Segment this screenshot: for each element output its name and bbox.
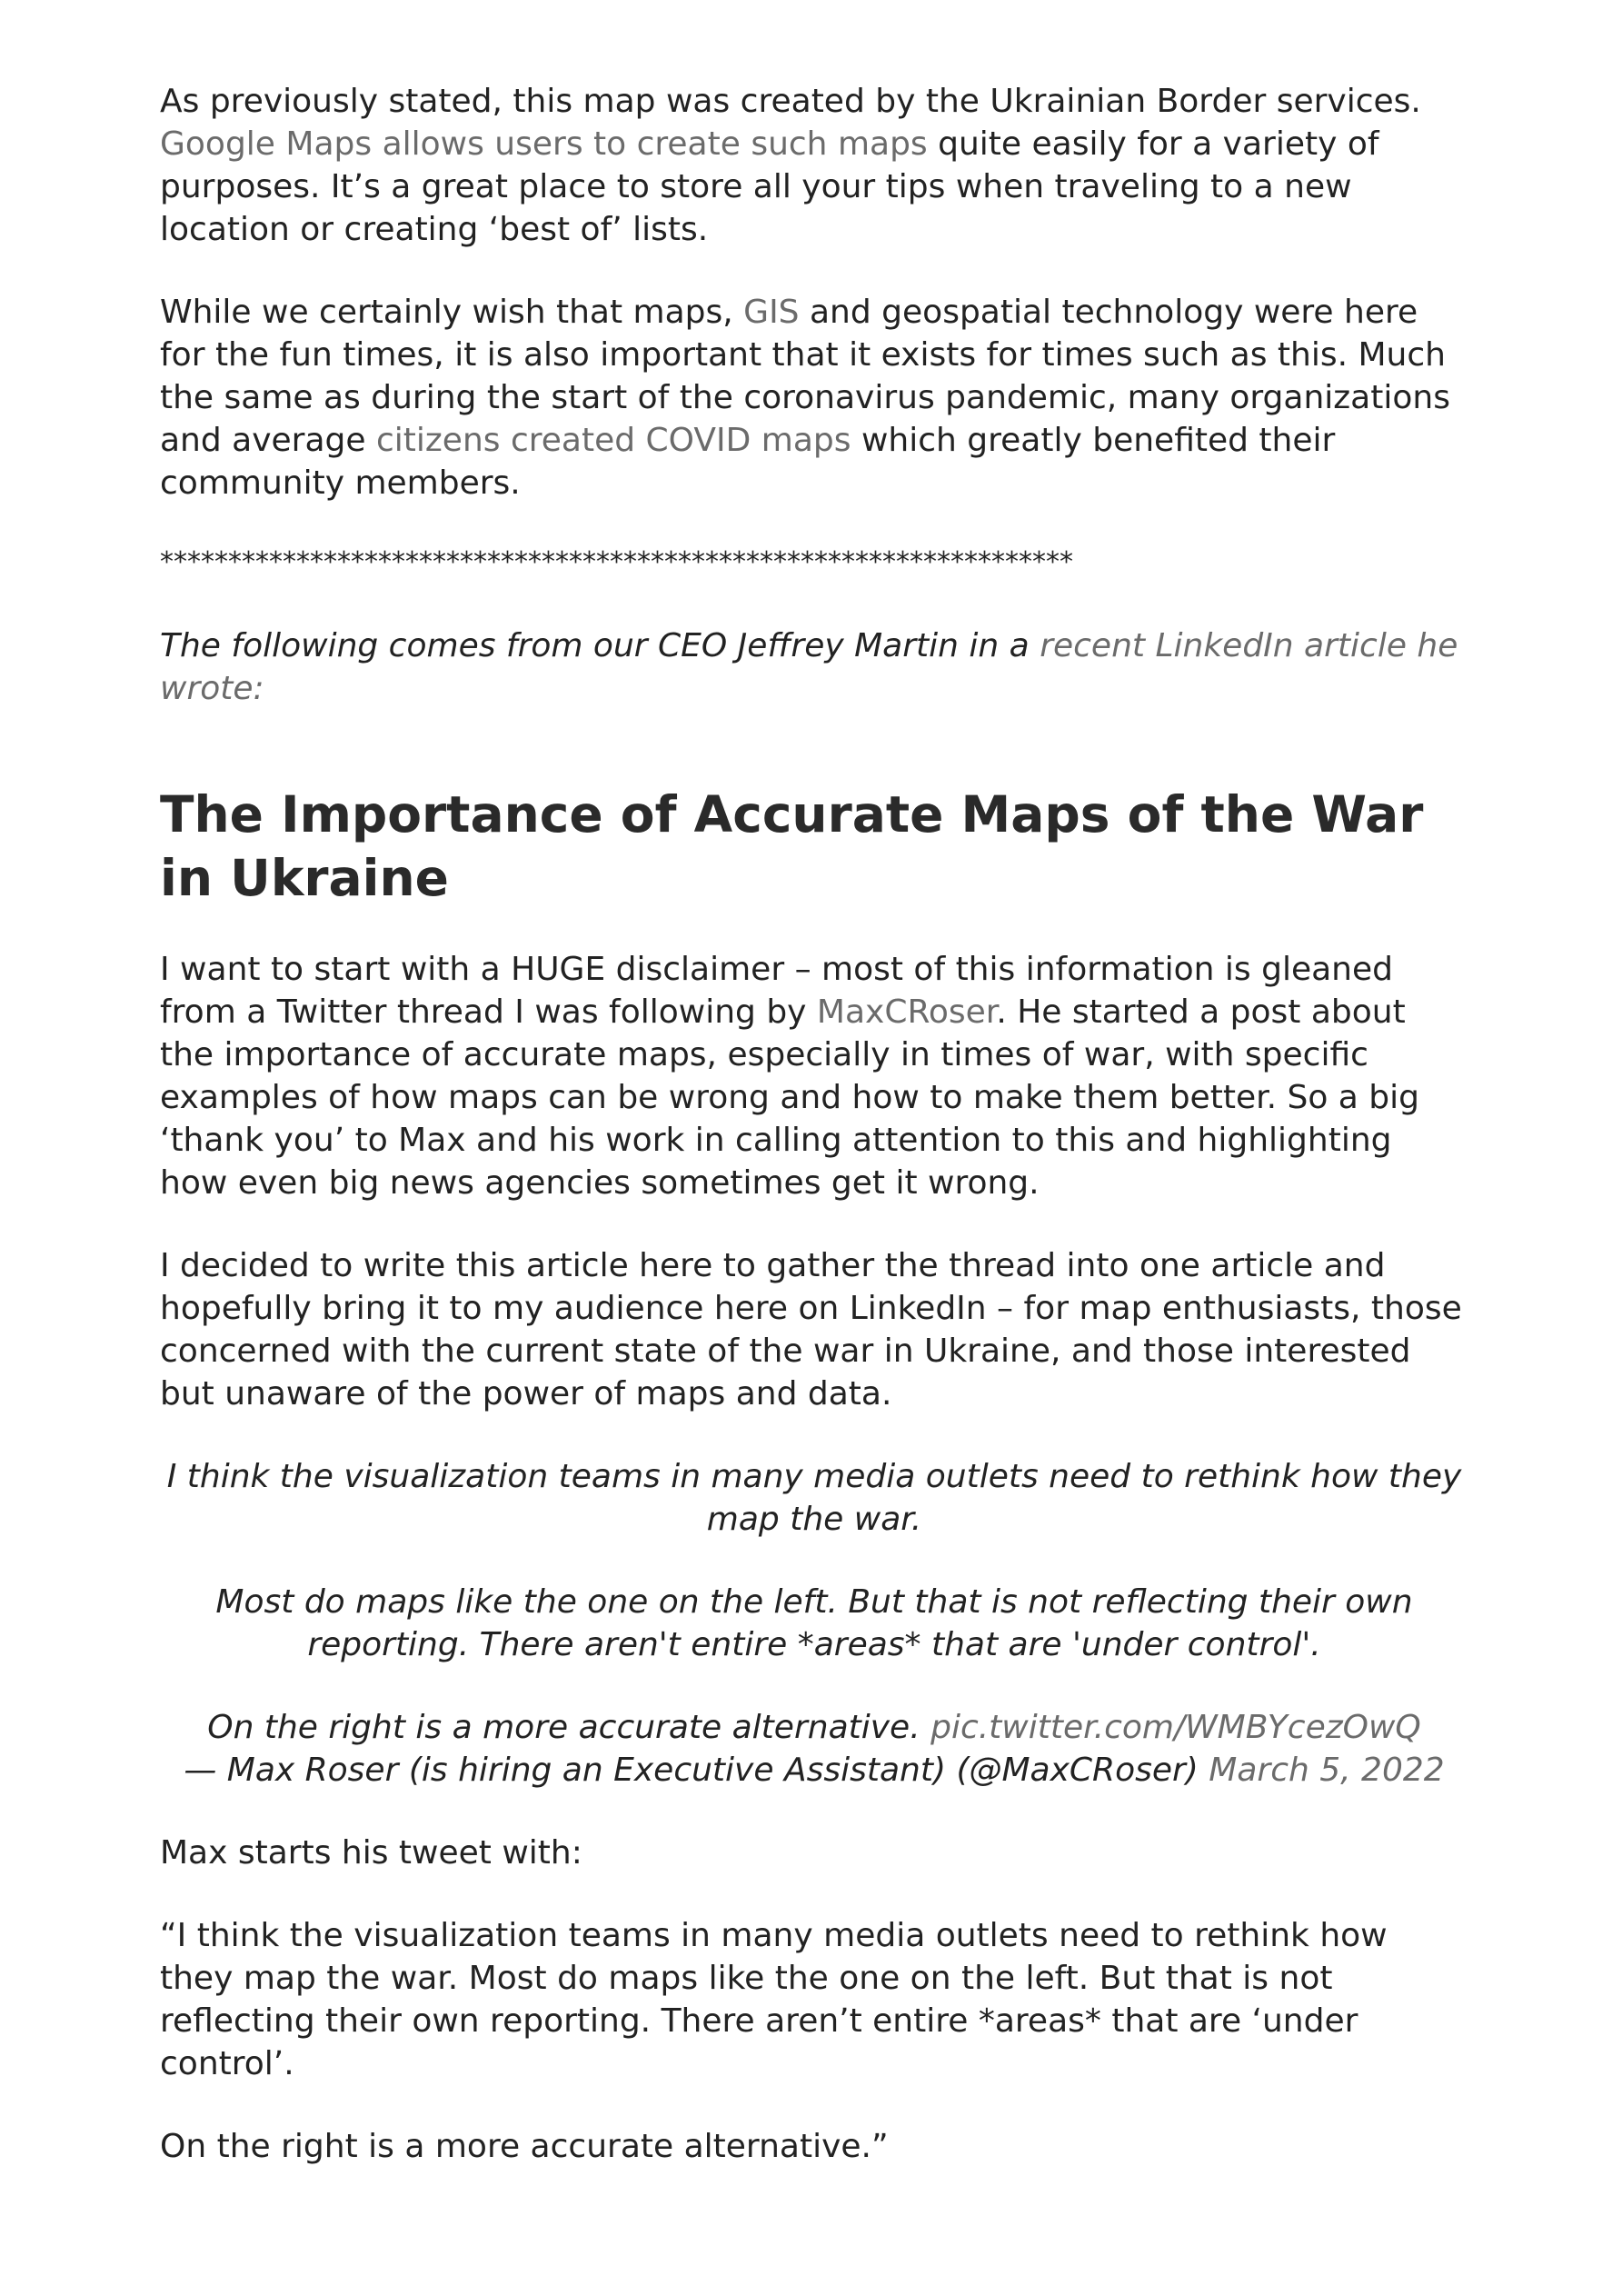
- tweet-text: On the right is a more accurate alternative.: [207, 1709, 931, 1746]
- embedded-tweet: [160, 1455, 1468, 1792]
- paragraph-text: As previously stated, this map was created by the Ukrainian Border services.: [160, 83, 1421, 120]
- separator-line: *******************************************************************: [160, 546, 1073, 578]
- tweet-date-link[interactable]: March 5, 2022: [1209, 1752, 1445, 1789]
- tweet-line-2: Most do maps like the one on the left. But that is not reflecting their own reporting. There aren't entire *areas* that are 'under control'.: [215, 1583, 1413, 1663]
- paragraph-quote-end: On the right is a more accurate alternative.”: [160, 2128, 889, 2165]
- article-heading: The Importance of Accurate Maps of the War in Ukraine: [160, 785, 1424, 907]
- paragraph-gis: [160, 291, 1468, 504]
- gis-link[interactable]: GIS: [743, 294, 800, 331]
- paragraph-text: which greatly benefited their community members.: [160, 422, 1336, 502]
- paragraph-purpose: I decided to write this article here to gather the thread into one article and hopefully bring it to my audience here on LinkedIn – for map enthusiasts, those concerned with the current state of the war in Ukraine, and those interested but unaware of the power of maps and data.: [160, 1247, 1462, 1413]
- paragraph-text: I want to start with a HUGE disclaimer – most of this information is gleaned from a Twitter thread I was following by: [160, 951, 1393, 1031]
- tweet-line-1: I think the visualization teams in many media outlets need to rethink how they map the war.: [166, 1458, 1462, 1538]
- paragraph-text: and geospatial technology were here for the fun times, it is also important that it exists for times such as this. Much the same as during the start of the coronavirus pandemic, many organizations and average: [160, 294, 1450, 459]
- intro-text: The following comes from our CEO Jeffrey Martin in a: [160, 627, 1040, 664]
- paragraph-maps-intro: [160, 80, 1468, 251]
- tweet-attribution-line: [160, 1749, 1468, 1792]
- paragraph-max-starts: Max starts his tweet with:: [160, 1834, 582, 1872]
- ceo-intro: [160, 624, 1468, 710]
- paragraph-text: While we certainly wish that maps,: [160, 294, 744, 331]
- paragraph-text: . He started a post about the importance of accurate maps, especially in times of war, with specific examples of how maps can be wrong and how to make them better. So a big ‘thank you’ to Max and his work in calling attention to this and highlighting how even big news agencies sometimes get it wrong.: [160, 993, 1419, 1202]
- maxcroser-link[interactable]: MaxCRoser: [816, 993, 997, 1031]
- tweet-attribution: — Max Roser (is hiring an Executive Assistant) (@MaxCRoser): [184, 1752, 1209, 1789]
- linkedin-article-link[interactable]: recent LinkedIn article he wrote:: [160, 627, 1458, 707]
- article-body: [160, 80, 1468, 2168]
- paragraph-disclaimer: [160, 948, 1468, 1204]
- tweet-pic-link[interactable]: pic.twitter.com/WMBYcezOwQ: [930, 1709, 1421, 1746]
- google-maps-link[interactable]: Google Maps allows users to create such maps: [160, 125, 928, 163]
- covid-maps-link[interactable]: citizens created COVID maps: [376, 422, 851, 459]
- paragraph-text: quite easily for a variety of purposes. It’s a great place to store all your tips when traveling to a new location or creating ‘best of’ lists.: [160, 125, 1379, 248]
- tweet-line-3: [160, 1706, 1468, 1792]
- paragraph-quote: “I think the visualization teams in many media outlets need to rethink how they map the war. Most do maps like the one on the left. But that is not reflecting their own reporting. There aren’t entire *areas* that are ‘under control’.: [160, 1917, 1388, 2082]
